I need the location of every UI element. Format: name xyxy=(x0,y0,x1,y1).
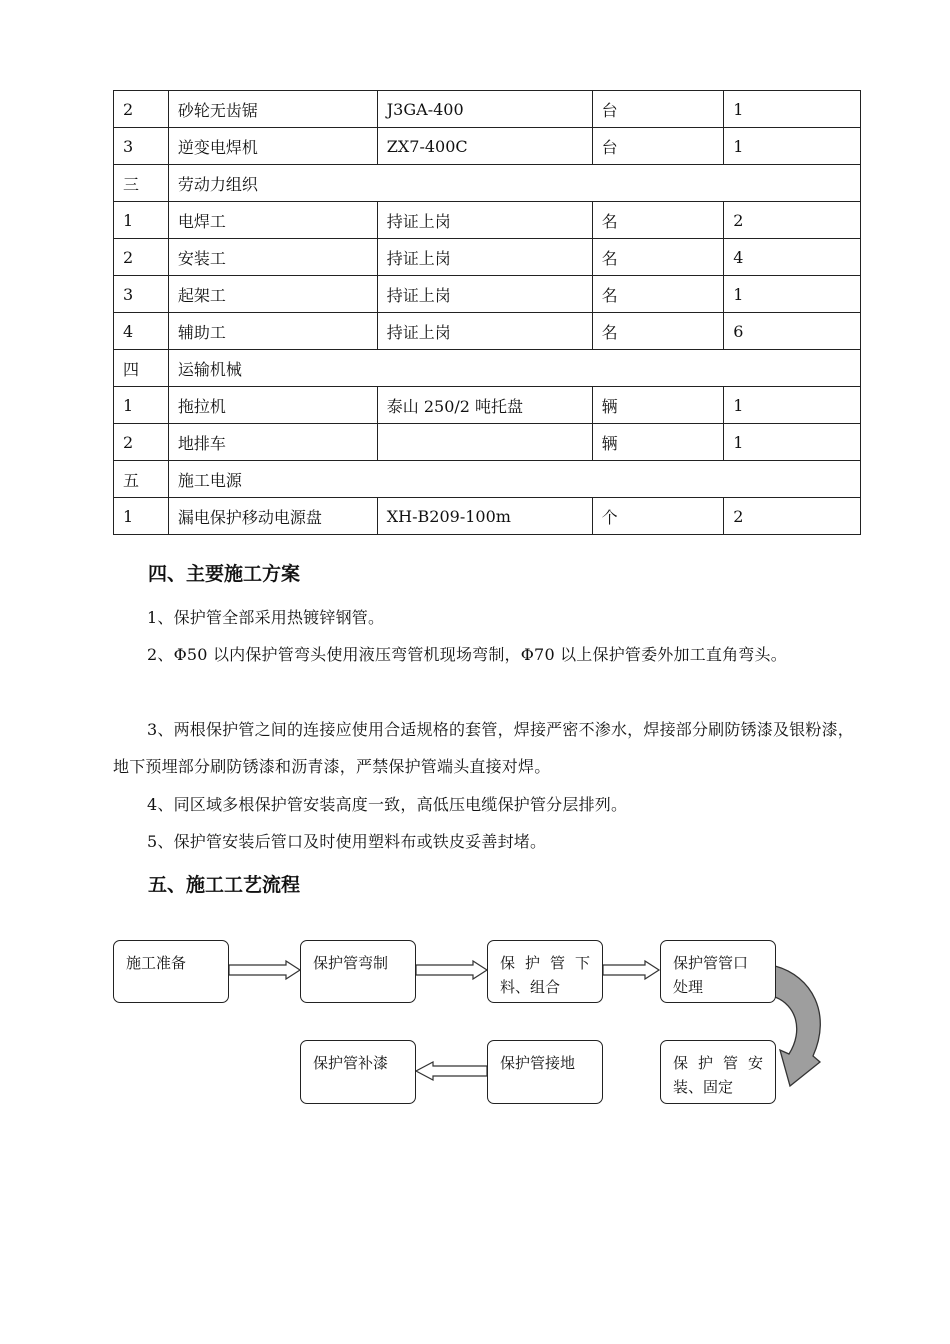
cell-unit: 台 xyxy=(592,128,724,165)
cell-spec: 持证上岗 xyxy=(377,276,592,313)
flow-step-cutting-line1: 保 护 管 下 xyxy=(500,954,590,972)
flow-step-painting-label: 保护管补漆 xyxy=(313,1054,389,1072)
cell-name: 砂轮无齿锯 xyxy=(168,91,377,128)
section5-heading: 五、施工工艺流程 xyxy=(148,874,301,896)
cell-name: 安装工 xyxy=(168,239,377,276)
cell-unit: 名 xyxy=(592,313,724,350)
cell-name: 电焊工 xyxy=(168,202,377,239)
cell-quantity: 1 xyxy=(724,128,861,165)
cell-unit: 辆 xyxy=(592,387,724,424)
cell-section-title: 劳动力组织 xyxy=(168,165,860,202)
cell-quantity: 2 xyxy=(724,202,861,239)
cell-quantity: 2 xyxy=(724,498,861,535)
arrow-1-to-2 xyxy=(229,961,300,979)
cell-name: 逆变电焊机 xyxy=(168,128,377,165)
cell-spec: ZX7-400C xyxy=(377,128,592,165)
cell-section-title: 施工电源 xyxy=(168,461,860,498)
arrow-3-to-4 xyxy=(603,961,659,979)
curved-arrow-4-to-5 xyxy=(775,966,820,1086)
cell-unit: 个 xyxy=(592,498,724,535)
flow-step-bending-label: 保护管弯制 xyxy=(313,954,389,972)
cell-section-title: 运输机械 xyxy=(168,350,860,387)
cell-unit: 名 xyxy=(592,276,724,313)
cell-spec: 泰山 250/2 吨托盘 xyxy=(377,387,592,424)
section4-heading: 四、主要施工方案 xyxy=(148,563,301,585)
flow-step-grounding xyxy=(487,1040,603,1104)
cell-quantity: 1 xyxy=(724,91,861,128)
cell-unit: 台 xyxy=(592,91,724,128)
flow-step-grounding-label: 保护管接地 xyxy=(500,1054,576,1072)
flow-step-cutting-line2: 料、组合 xyxy=(500,978,561,996)
flow-step-painting xyxy=(300,1040,416,1104)
cell-number: 1 xyxy=(114,387,169,424)
cell-section-number: 四 xyxy=(114,350,169,387)
cell-unit: 名 xyxy=(592,202,724,239)
cell-name: 起架工 xyxy=(168,276,377,313)
cell-section-number: 三 xyxy=(114,165,169,202)
cell-unit: 辆 xyxy=(592,424,724,461)
cell-number: 2 xyxy=(114,239,169,276)
cell-number: 4 xyxy=(114,313,169,350)
paragraph-5: 5、保护管安装后管口及时使用塑料布或铁皮妥善封堵。 xyxy=(147,832,547,851)
flow-step-install-line2: 装、固定 xyxy=(673,1078,734,1096)
cell-name: 辅助工 xyxy=(168,313,377,350)
arrow-2-to-3 xyxy=(416,961,487,979)
paragraph-2: 2、Φ50 以内保护管弯头使用液压弯管机现场弯制，Φ70 以上保护管委外加工直角弯头。 xyxy=(147,645,787,664)
cell-quantity: 1 xyxy=(724,387,861,424)
flow-step-cutting xyxy=(487,940,603,1003)
flow-step-mouth-treatment xyxy=(660,940,776,1003)
flow-step-prepare-label: 施工准备 xyxy=(126,954,187,972)
arrow-6-to-7 xyxy=(416,1062,487,1080)
cell-number: 2 xyxy=(114,91,169,128)
flow-step-install-line1: 保 护 管 安 xyxy=(673,1054,763,1072)
flow-step-prepare xyxy=(113,940,229,1003)
cell-quantity: 1 xyxy=(724,424,861,461)
cell-quantity: 1 xyxy=(724,276,861,313)
cell-number: 1 xyxy=(114,202,169,239)
cell-number: 3 xyxy=(114,276,169,313)
cell-spec: XH-B209-100m xyxy=(377,498,592,535)
flow-step-bending xyxy=(300,940,416,1003)
cell-unit: 名 xyxy=(592,239,724,276)
cell-number: 3 xyxy=(114,128,169,165)
cell-spec: 持证上岗 xyxy=(377,313,592,350)
cell-section-number: 五 xyxy=(114,461,169,498)
flow-step-mouth-line2: 处理 xyxy=(673,978,704,996)
cell-quantity: 6 xyxy=(724,313,861,350)
cell-number: 2 xyxy=(114,424,169,461)
paragraph-3: 3、两根保护管之间的连接应使用合适规格的套管，焊接严密不渗水，焊接部分刷防锈漆及银粉漆，地下预埋部分刷防锈漆和沥青漆，严禁保护管端头直接对焊。 xyxy=(113,720,854,776)
paragraph-1: 1、保护管全部采用热镀锌钢管。 xyxy=(147,608,385,627)
flow-step-mouth-line1: 保护管管口 xyxy=(673,954,749,972)
cell-quantity: 4 xyxy=(724,239,861,276)
cell-spec: 持证上岗 xyxy=(377,239,592,276)
flow-step-install xyxy=(660,1040,776,1104)
cell-number: 1 xyxy=(114,498,169,535)
cell-spec: 持证上岗 xyxy=(377,202,592,239)
cell-name: 地排车 xyxy=(168,424,377,461)
cell-spec: J3GA-400 xyxy=(377,91,592,128)
cell-name: 拖拉机 xyxy=(168,387,377,424)
paragraph-4: 4、同区域多根保护管安装高度一致，高低压电缆保护管分层排列。 xyxy=(147,795,628,814)
cell-name: 漏电保护移动电源盘 xyxy=(168,498,377,535)
